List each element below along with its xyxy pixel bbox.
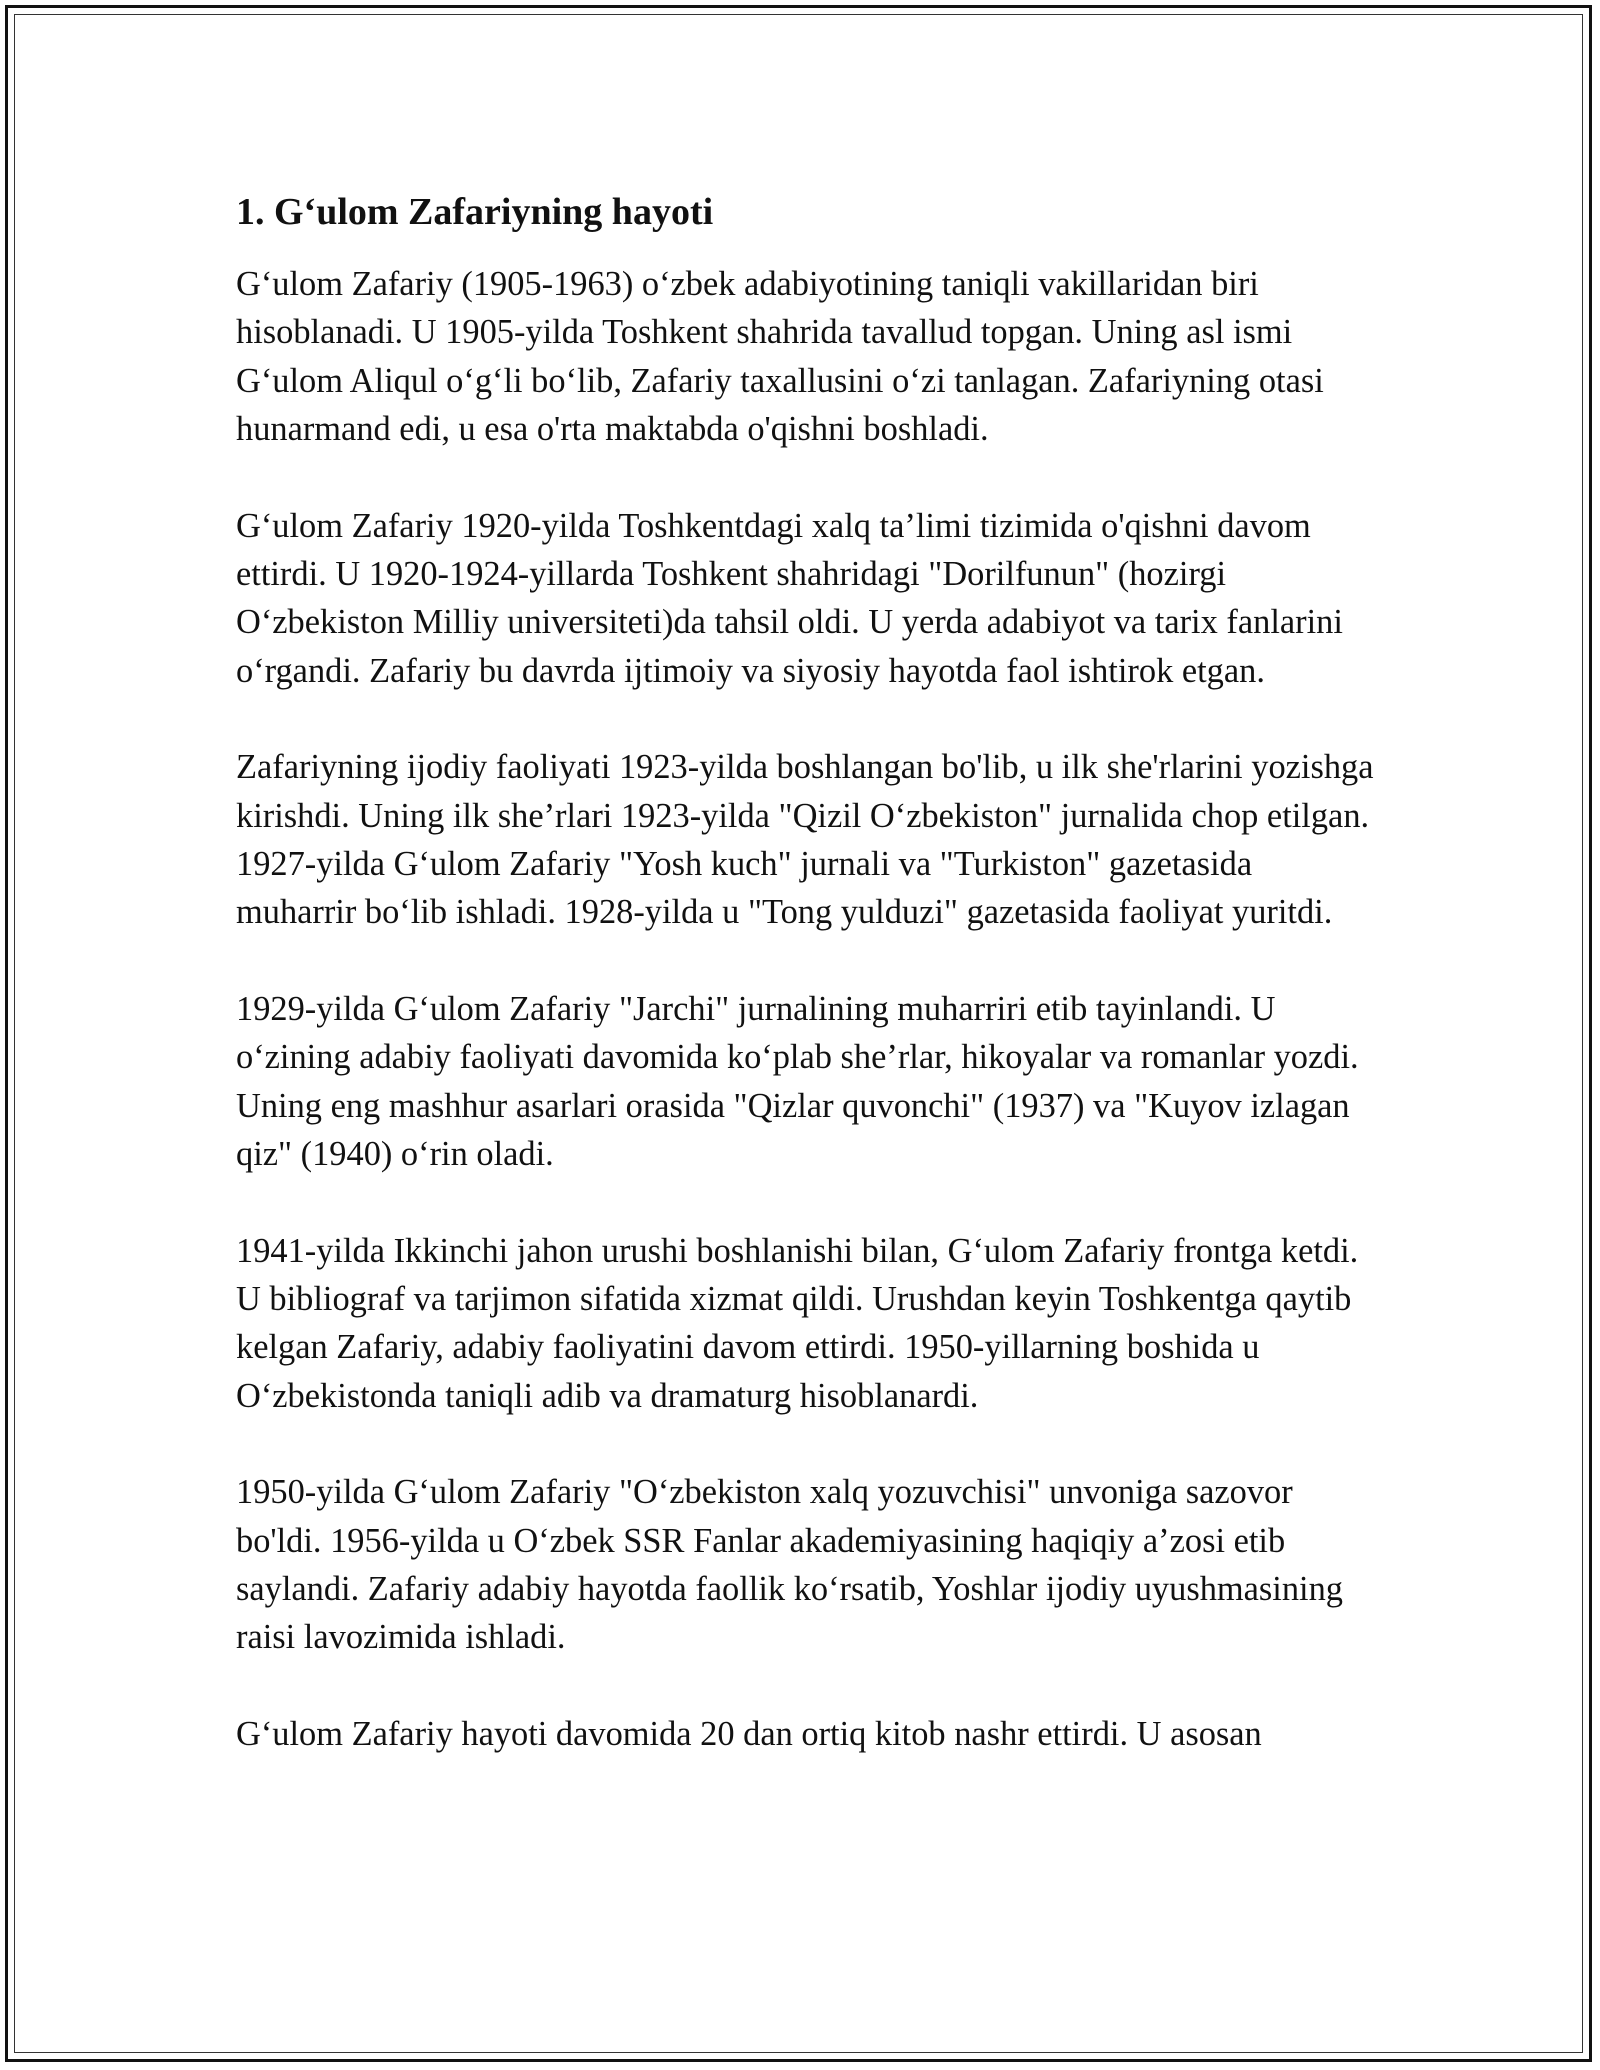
section-heading: 1. G‘ulom Zafariyning hayoti (236, 191, 714, 233)
paragraph-early-life: G‘ulom Zafariy (1905-1963) o‘zbek adabiyotining taniqli vakillaridan biri hisoblanadi. U 1905-yilda Toshkent shahrida tavallud topgan. Uning asl ismi G‘ulom Aliqul o‘g‘li bo‘lib, Zafariy taxallusini o‘zi tanlagan. Zafariyning otasi hunarmand edi, u esa o'rta maktabda o'qishni boshladi. (236, 265, 1324, 449)
paragraph-publications: G‘ulom Zafariy hayoti davomida 20 dan ortiq kitob nashr ettirdi. U asosan (236, 1714, 1262, 1753)
paragraph-editor-works: 1929-yilda G‘ulom Zafariy "Jarchi" jurnalining muharriri etib tayinlandi. U o‘zining adabiy faoliyati davomida ko‘plab she’rlar, hikoyalar va romanlar yozdi. Uning eng mashhur asarlari orasida "Qizlar quvonchi" (1937) va "Kuyov izlagan qiz" (1940) o‘rin oladi. (236, 989, 1359, 1174)
paragraph-honors: 1950-yilda G‘ulom Zafariy "O‘zbekiston xalq yozuvchisi" unvoniga sazovor bo'ldi. 1956-yilda u O‘zbek SSR Fanlar akademiyasining haqiqiy a’zosi etib saylandi. Zafariy adabiy hayotda faollik ko‘rsatib, Yoshlar ijodiy uyushmasining raisi lavozimida ishladi. (236, 1473, 1343, 1657)
paragraph-creative-start: Zafariyning ijodiy faoliyati 1923-yilda boshlangan bo'lib, u ilk she'rlarini yozishga kirishdi. Uning ilk she’rlari 1923-yilda "Qizil O‘zbekiston" jurnalida chop etilgan. 1927-yilda G‘ulom Zafariy "Yosh kuch" jurnali va "Turkiston" gazetasida muharrir bo‘lib ishladi. 1928-yilda u "Tong yulduzi" gazetasida faoliyat yuritdi. (236, 748, 1374, 932)
document-body (236, 186, 1376, 1806)
paragraph-education: G‘ulom Zafariy 1920-yilda Toshkentdagi xalq ta’limi tizimida o'qishni davom ettirdi. U 1920-1924-yillarda Toshkent shahridagi "Dorilfunun" (hozirgi O‘zbekiston Milliy universiteti)da tahsil oldi. U yerda adabiyot va tarix fanlarini o‘rgandi. Zafariy bu davrda ijtimoiy va siyosiy hayotda faol ishtirok etgan. (236, 506, 1343, 690)
paragraph-war-years: 1941-yilda Ikkinchi jahon urushi boshlanishi bilan, G‘ulom Zafariy frontga ketdi. U bibliograf va tarjimon sifatida xizmat qildi. Urushdan keyin Toshkentga qaytib kelgan Zafariy, adabiy faoliyatini davom ettirdi. 1950-yillarning boshida u O‘zbekistonda taniqli adib va dramaturg hisoblanardi. (236, 1231, 1359, 1415)
